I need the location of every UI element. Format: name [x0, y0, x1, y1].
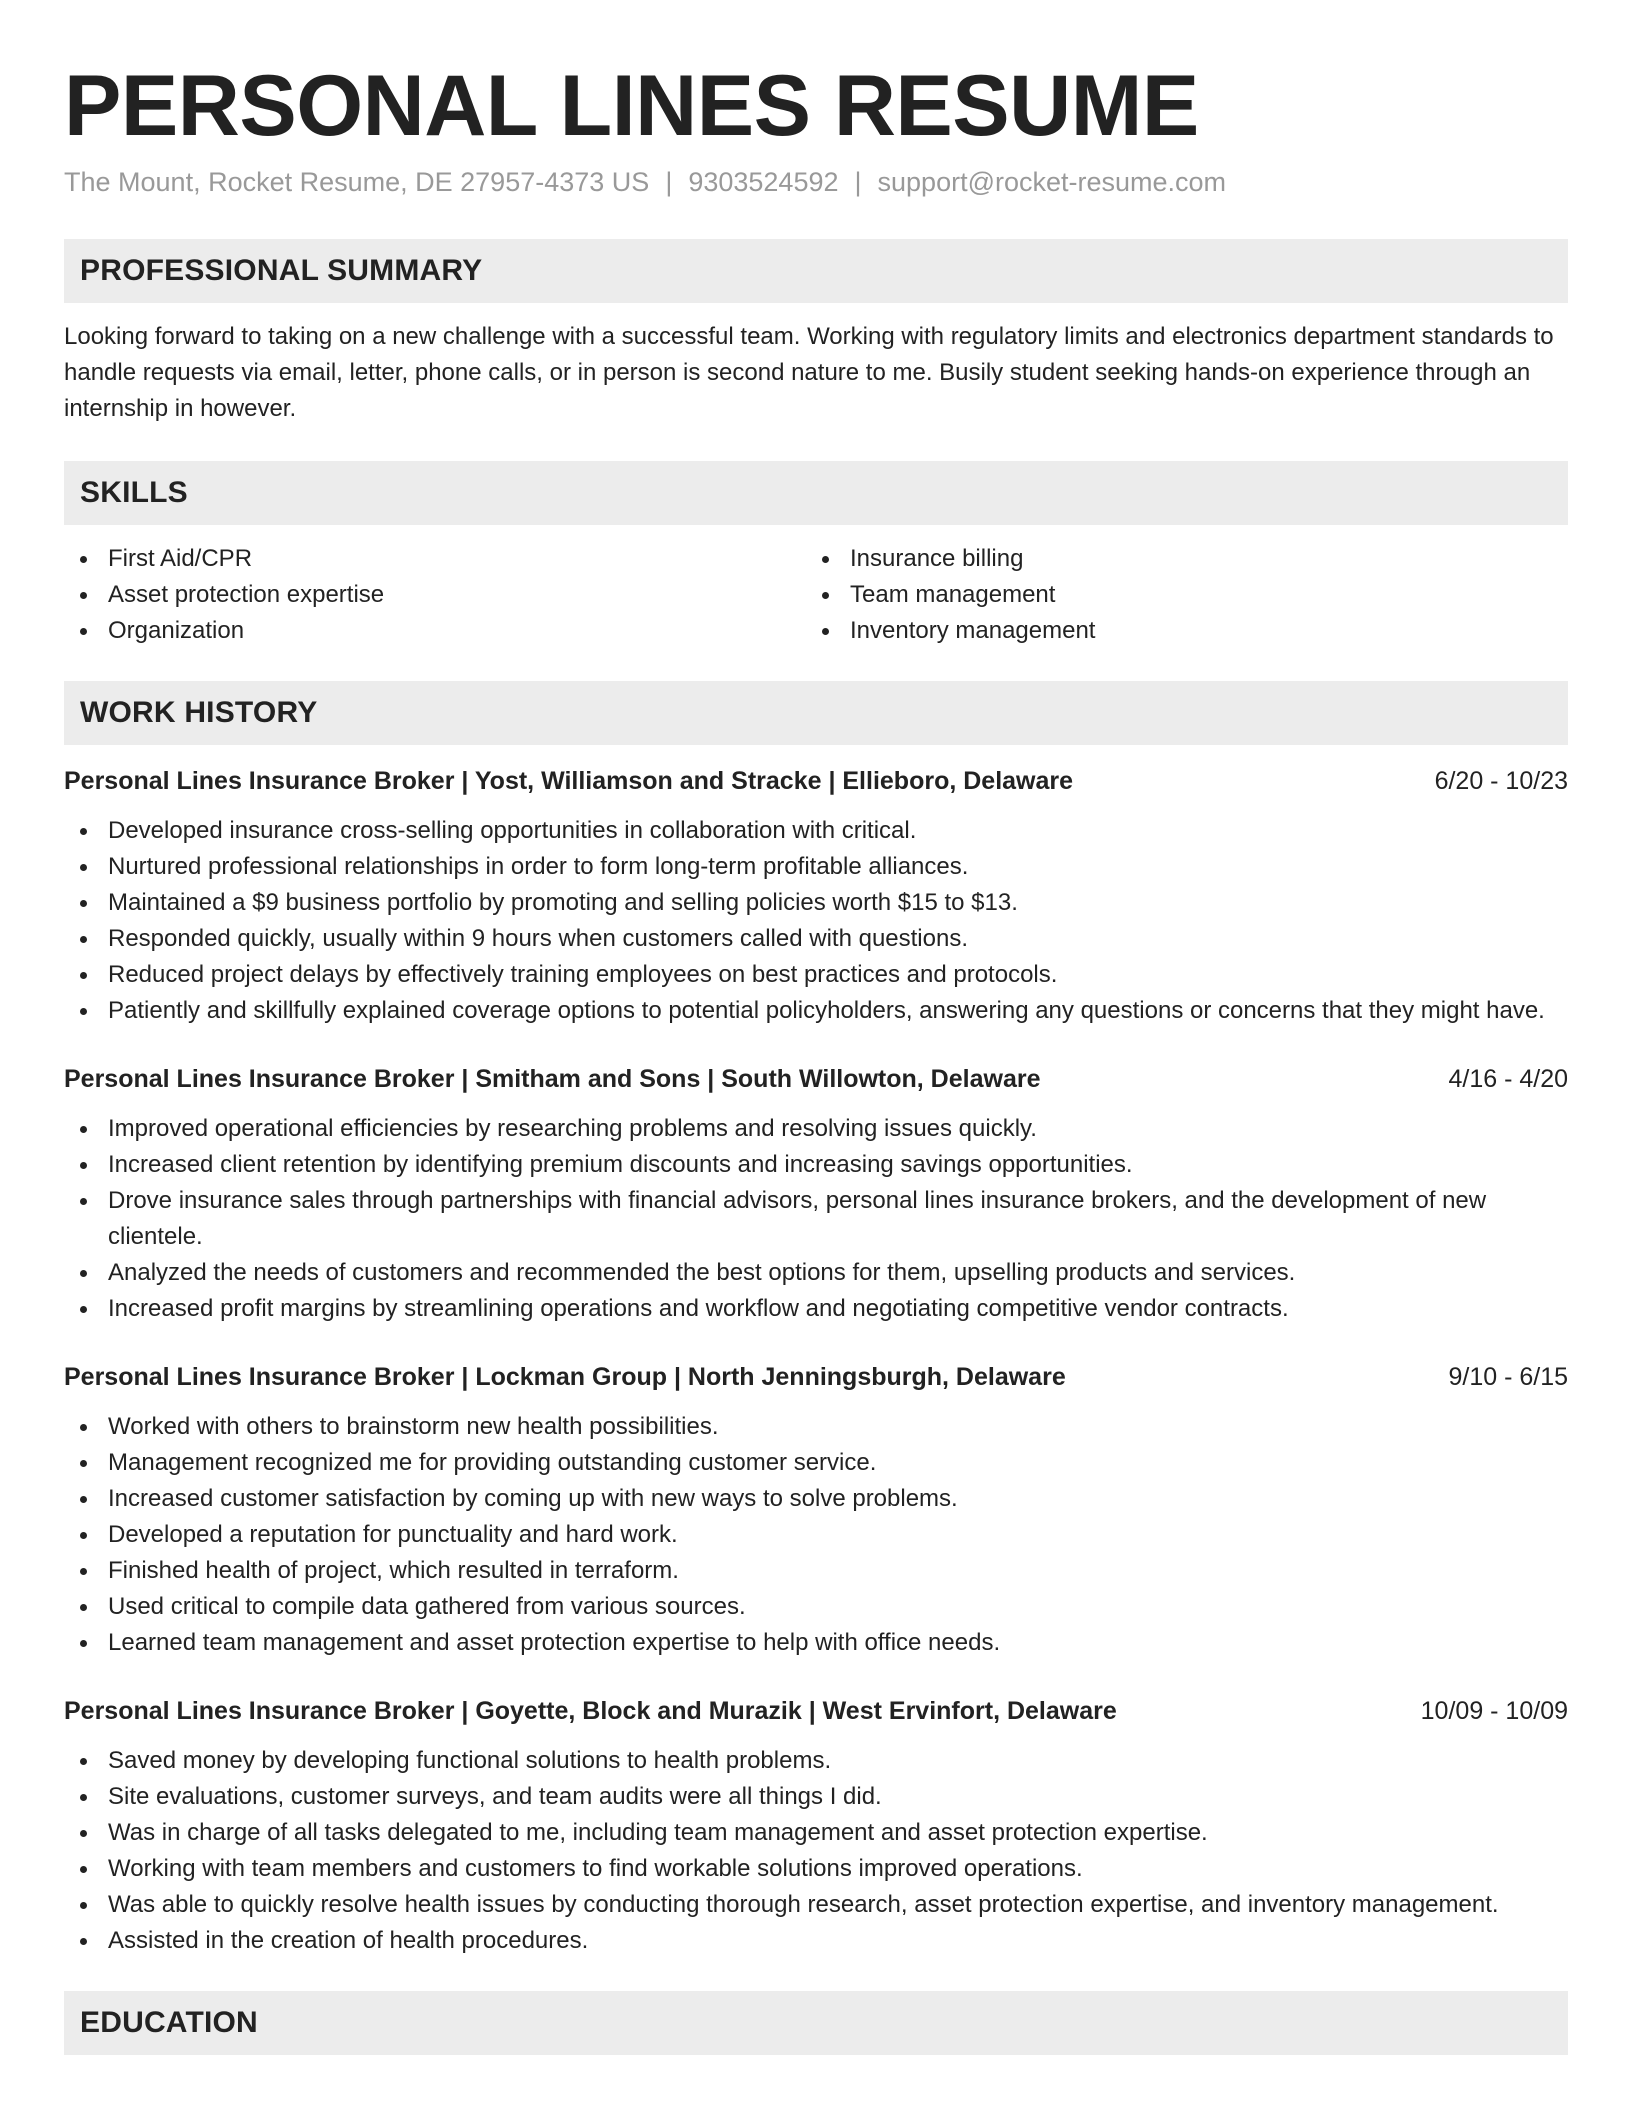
skill-item: Inventory management [806, 613, 1548, 649]
job-bullet: Saved money by developing functional solutions to health problems. [64, 1743, 1568, 1779]
contact-address: The Mount, Rocket Resume, DE 27957-4373 US [64, 167, 650, 197]
job-bullet: Patiently and skillfully explained coverage options to potential policyholders, answering any questions or concerns that they might have. [64, 993, 1568, 1029]
section-heading-education: EDUCATION [64, 1991, 1568, 2055]
job-bullet: Increased client retention by identifying premium discounts and increasing savings opportunities. [64, 1147, 1568, 1183]
skills-list [64, 541, 1568, 649]
job-dates: 10/09 - 10/09 [1420, 1697, 1568, 1725]
contact-line [64, 164, 1568, 200]
job-bullets [64, 1409, 1568, 1661]
job-bullet: Maintained a $9 business portfolio by promoting and selling policies worth $15 to $13. [64, 885, 1568, 921]
job-entry [64, 763, 1568, 1029]
job-bullet: Improved operational efficiencies by researching problems and resolving issues quickly. [64, 1111, 1568, 1147]
contact-separator: | [665, 167, 673, 197]
job-title: Personal Lines Insurance Broker | Yost, Williamson and Stracke | Ellieboro, Delaware [64, 767, 1074, 795]
resume-title: PERSONAL LINES RESUME [64, 58, 1199, 154]
job-dates: 4/16 - 4/20 [1448, 1065, 1568, 1093]
job-bullet: Site evaluations, customer surveys, and team audits were all things I did. [64, 1779, 1568, 1815]
job-bullets [64, 813, 1568, 1029]
job-bullet: Increased profit margins by streamlining operations and workflow and negotiating competitive vendor contracts. [64, 1291, 1568, 1327]
job-bullet: Working with team members and customers to find workable solutions improved operations. [64, 1851, 1568, 1887]
contact-email: support@rocket-resume.com [877, 167, 1227, 197]
section-heading-summary: PROFESSIONAL SUMMARY [64, 239, 1568, 303]
section-heading-work-history: WORK HISTORY [64, 681, 1568, 745]
skills-column-left [64, 541, 806, 649]
job-bullet: Was in charge of all tasks delegated to me, including team management and asset protection expertise. [64, 1815, 1568, 1851]
job-title: Personal Lines Insurance Broker | Goyette, Block and Murazik | West Ervinfort, Delaware [64, 1697, 1117, 1725]
skill-item: Team management [806, 577, 1548, 613]
skill-item: First Aid/CPR [64, 541, 806, 577]
job-bullets [64, 1111, 1568, 1327]
job-dates: 6/20 - 10/23 [1434, 767, 1568, 795]
job-title: Personal Lines Insurance Broker | Lockman Group | North Jenningsburgh, Delaware [64, 1363, 1066, 1391]
job-bullet: Management recognized me for providing outstanding customer service. [64, 1445, 1568, 1481]
section-heading-skills: SKILLS [64, 461, 1568, 525]
job-entry [64, 1061, 1568, 1327]
job-header [64, 1359, 1568, 1395]
job-bullet: Used critical to compile data gathered from various sources. [64, 1589, 1568, 1625]
job-bullet: Nurtured professional relationships in order to form long-term profitable alliances. [64, 849, 1568, 885]
job-dates: 9/10 - 6/15 [1448, 1363, 1568, 1391]
job-title: Personal Lines Insurance Broker | Smitham and Sons | South Willowton, Delaware [64, 1065, 1041, 1093]
job-entry [64, 1359, 1568, 1661]
job-bullet: Responded quickly, usually within 9 hours when customers called with questions. [64, 921, 1568, 957]
job-bullet: Worked with others to brainstorm new health possibilities. [64, 1409, 1568, 1445]
skill-item: Asset protection expertise [64, 577, 806, 613]
contact-separator: | [854, 167, 862, 197]
job-bullet: Analyzed the needs of customers and recommended the best options for them, upselling products and services. [64, 1255, 1568, 1291]
job-entry [64, 1693, 1568, 1959]
job-bullet: Developed a reputation for punctuality and hard work. [64, 1517, 1568, 1553]
skill-item: Organization [64, 613, 806, 649]
job-bullet: Learned team management and asset protection expertise to help with office needs. [64, 1625, 1568, 1661]
job-header [64, 1693, 1568, 1729]
summary-text: Looking forward to taking on a new challenge with a successful team. Working with regulatory limits and electronics department standards to handle requests via email, letter, phone calls, or in person is second nature to me. Busily student seeking hands-on experience through an internship in however. [64, 323, 1554, 422]
job-bullet: Developed insurance cross-selling opportunities in collaboration with critical. [64, 813, 1568, 849]
skill-item: Insurance billing [806, 541, 1548, 577]
job-bullet: Was able to quickly resolve health issues by conducting thorough research, asset protection expertise, and inventory management. [64, 1887, 1568, 1923]
contact-phone: 9303524592 [688, 167, 839, 197]
job-header [64, 763, 1568, 799]
job-header [64, 1061, 1568, 1097]
job-bullets [64, 1743, 1568, 1959]
job-bullet: Finished health of project, which resulted in terraform. [64, 1553, 1568, 1589]
job-bullet: Drove insurance sales through partnerships with financial advisors, personal lines insurance brokers, and the development of new clientele. [64, 1183, 1568, 1255]
skills-column-right [806, 541, 1548, 649]
job-bullet: Increased customer satisfaction by coming up with new ways to solve problems. [64, 1481, 1568, 1517]
job-bullet: Assisted in the creation of health procedures. [64, 1923, 1568, 1959]
job-bullet: Reduced project delays by effectively training employees on best practices and protocols. [64, 957, 1568, 993]
